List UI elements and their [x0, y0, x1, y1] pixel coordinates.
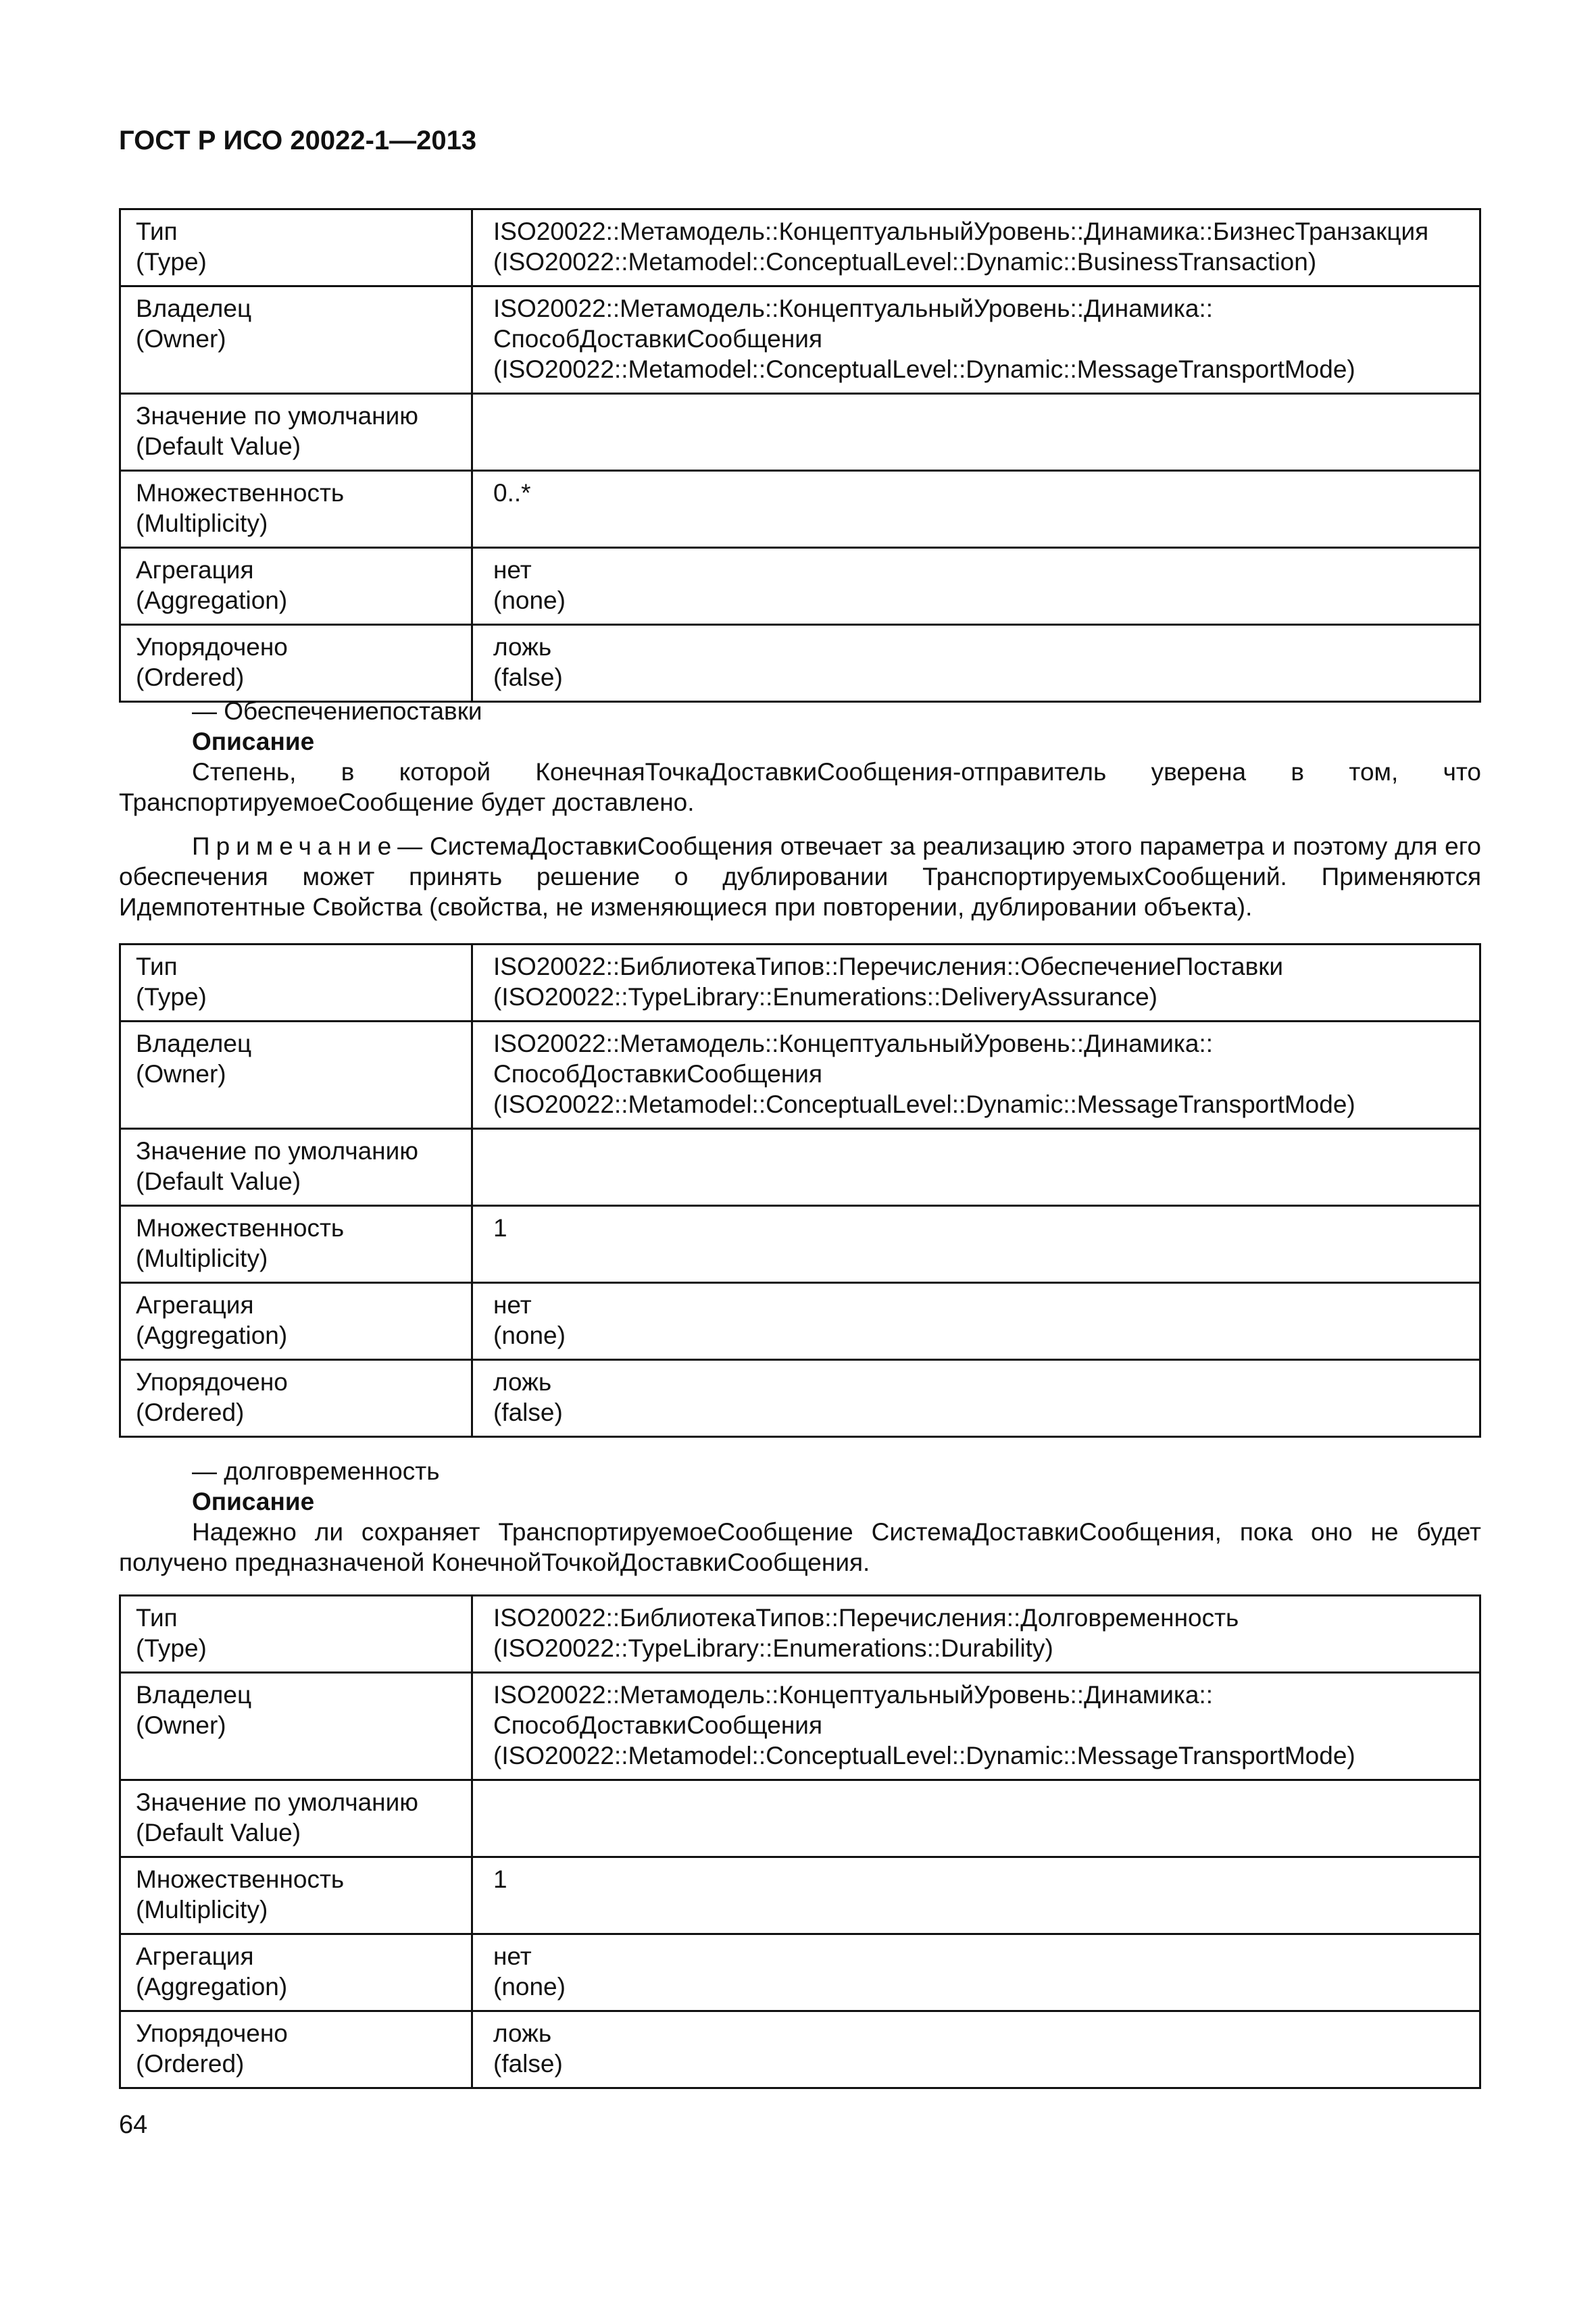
table-row	[120, 945, 1480, 1022]
attribute-name-line: (Type)	[136, 1634, 207, 1662]
table-row	[120, 471, 1480, 548]
attribute-name-line: Упорядочено	[136, 1368, 288, 1396]
attribute-name-cell	[120, 471, 472, 548]
table-row	[120, 1596, 1480, 1673]
attribute-name-cell	[120, 1360, 472, 1437]
table-row	[120, 1022, 1480, 1129]
attribute-value-line: (none)	[493, 1322, 566, 1349]
attribute-name-line: Агрегация	[136, 556, 254, 584]
attribute-value-line: (none)	[493, 586, 566, 614]
attribute-value-cell	[472, 625, 1480, 702]
attribute-value-cell	[472, 1673, 1480, 1780]
note-label: Примечание	[192, 832, 398, 860]
section-item-title: — Обеспечениепоставки	[192, 697, 482, 725]
attribute-name-line: Значение по умолчанию	[136, 402, 419, 430]
attribute-name-line: Значение по умолчанию	[136, 1137, 419, 1165]
attribute-name-line: Множественность	[136, 1214, 345, 1242]
attribute-value-cell	[472, 209, 1480, 286]
attribute-name-cell	[120, 1857, 472, 1934]
attribute-name-line: (Multiplicity)	[136, 1244, 268, 1272]
attribute-name-line: (Aggregation)	[136, 1973, 288, 2001]
attribute-value-line: ложь	[493, 2019, 552, 2047]
table-row	[120, 286, 1480, 394]
attribute-name-cell	[120, 1673, 472, 1780]
table-row	[120, 1206, 1480, 1283]
attribute-value-line: (ISO20022::Metamodel::ConceptualLevel::Dynamic::MessageTransportMode)	[493, 1742, 1355, 1769]
section-note	[119, 831, 1481, 922]
attribute-value-cell	[472, 286, 1480, 394]
attribute-value-cell	[472, 1206, 1480, 1283]
attribute-value-line: нет	[493, 556, 532, 584]
attribute-value-line: нет	[493, 1942, 532, 1970]
table-row	[120, 209, 1480, 286]
attribute-value-line: ложь	[493, 1368, 552, 1396]
table-row	[120, 1780, 1480, 1857]
attribute-value-line: (false)	[493, 1399, 563, 1426]
attribute-value-cell	[472, 1596, 1480, 1673]
attribute-value-line: (ISO20022::TypeLibrary::Enumerations::DeliveryAssurance)	[493, 983, 1157, 1011]
table-row	[120, 1129, 1480, 1206]
attribute-name-line: Агрегация	[136, 1291, 254, 1319]
attribute-name-line: Упорядочено	[136, 2019, 288, 2047]
attribute-name-line: Значение по умолчанию	[136, 1788, 419, 1816]
attribute-name-line: (Type)	[136, 248, 207, 276]
attribute-name-cell	[120, 1206, 472, 1283]
attribute-name-cell	[120, 1283, 472, 1360]
attribute-value-cell	[472, 1283, 1480, 1360]
attribute-value-line: нет	[493, 1291, 532, 1319]
attribute-name-line: (Owner)	[136, 325, 226, 353]
section-description: Степень, в которой КонечнаяТочкаДоставкиСообщения-отправитель уверена в том, что ТранспортируемоеСообщение будет доставлено.	[119, 758, 1481, 816]
attribute-name-line: (Default Value)	[136, 1819, 301, 1846]
attribute-name-line: Агрегация	[136, 1942, 254, 1970]
attribute-value-cell	[472, 1360, 1480, 1437]
attribute-table-1	[119, 208, 1481, 703]
attribute-name-line: (Aggregation)	[136, 586, 288, 614]
table-row	[120, 394, 1480, 471]
attribute-name-line: Тип	[136, 1604, 178, 1632]
attribute-value-line: 1	[493, 1865, 507, 1893]
attribute-value-cell	[472, 1022, 1480, 1129]
attribute-name-line: Владелец	[136, 295, 252, 322]
attribute-name-cell	[120, 1129, 472, 1206]
attribute-name-cell	[120, 394, 472, 471]
attribute-value-line: 0..*	[493, 479, 531, 507]
attribute-name-line: (Owner)	[136, 1060, 226, 1088]
table-row	[120, 1934, 1480, 2011]
attribute-value-line: 1	[493, 1214, 507, 1242]
attribute-name-line: (Multiplicity)	[136, 1896, 268, 1923]
attribute-value-line: ISO20022::Метамодель::КонцептуальныйУровень::Динамика::БизнесТранзакция	[493, 218, 1429, 245]
table-row	[120, 1283, 1480, 1360]
attribute-name-line: (Default Value)	[136, 432, 301, 460]
table-row	[120, 1673, 1480, 1780]
section-heading: Описание	[192, 1488, 315, 1515]
attribute-value-cell	[472, 394, 1480, 471]
attribute-name-line: (Ordered)	[136, 663, 245, 691]
attribute-value-cell	[472, 1780, 1480, 1857]
attribute-value-line: ISO20022::БиблиотекаТипов::Перечисления::ОбеспечениеПоставки	[493, 953, 1284, 980]
attribute-name-cell	[120, 2011, 472, 2088]
attribute-value-line: (ISO20022::Metamodel::ConceptualLevel::Dynamic::MessageTransportMode)	[493, 355, 1355, 383]
page-number: 64	[119, 2111, 148, 2139]
attribute-value-cell	[472, 1129, 1480, 1206]
attribute-value-cell	[472, 1934, 1480, 2011]
section-heading: Описание	[192, 728, 315, 755]
table-row	[120, 1360, 1480, 1437]
attribute-name-cell	[120, 945, 472, 1022]
attribute-value-line: (ISO20022::Metamodel::ConceptualLevel::Dynamic::BusinessTransaction)	[493, 248, 1317, 276]
attribute-value-line: ISO20022::Метамодель::КонцептуальныйУровень::Динамика::	[493, 1681, 1214, 1709]
attribute-value-line: ISO20022::Метамодель::КонцептуальныйУровень::Динамика::	[493, 1030, 1214, 1057]
attribute-value-line: СпособДоставкиСообщения	[493, 1060, 822, 1088]
attribute-name-line: Множественность	[136, 479, 345, 507]
attribute-name-cell	[120, 286, 472, 394]
attribute-name-cell	[120, 1780, 472, 1857]
section-item-title: — долговременность	[192, 1457, 440, 1485]
attribute-name-line: Упорядочено	[136, 633, 288, 661]
attribute-value-cell	[472, 471, 1480, 548]
attribute-value-line: ISO20022::БиблиотекаТипов::Перечисления::Долговременность	[493, 1604, 1239, 1632]
attribute-name-line: Множественность	[136, 1865, 345, 1893]
attribute-value-line: СпособДоставкиСообщения	[493, 325, 822, 353]
attribute-table-2	[119, 943, 1481, 1438]
attribute-value-cell	[472, 1857, 1480, 1934]
attribute-value-line: (none)	[493, 1973, 566, 2001]
attribute-name-line: (Ordered)	[136, 1399, 245, 1426]
attribute-name-line: (Multiplicity)	[136, 509, 268, 537]
attribute-value-line: ISO20022::Метамодель::КонцептуальныйУровень::Динамика::	[493, 295, 1214, 322]
attribute-value-line: (ISO20022::TypeLibrary::Enumerations::Durability)	[493, 1634, 1053, 1662]
attribute-value-cell	[472, 945, 1480, 1022]
attribute-name-line: (Ordered)	[136, 2050, 245, 2078]
section-description: Надежно ли сохраняет ТранспортируемоеСообщение СистемаДоставкиСообщения, пока оно не будет получено предназначеной КонечнойТочкойДоставкиСообщения.	[119, 1518, 1481, 1576]
attribute-name-cell	[120, 548, 472, 625]
table-row	[120, 1857, 1480, 1934]
attribute-value-line: (ISO20022::Metamodel::ConceptualLevel::Dynamic::MessageTransportMode)	[493, 1090, 1355, 1118]
attribute-name-cell	[120, 1022, 472, 1129]
document-header: ГОСТ Р ИСО 20022-1—2013	[119, 126, 477, 155]
table-row	[120, 625, 1480, 702]
attribute-name-cell	[120, 1934, 472, 2011]
attribute-name-line: Владелец	[136, 1681, 252, 1709]
attribute-name-cell	[120, 625, 472, 702]
attribute-value-cell	[472, 548, 1480, 625]
attribute-name-line: (Aggregation)	[136, 1322, 288, 1349]
attribute-value-line: (false)	[493, 663, 563, 691]
attribute-table-3	[119, 1594, 1481, 2089]
attribute-value-line: ложь	[493, 633, 552, 661]
attribute-value-line: (false)	[493, 2050, 563, 2078]
table-row	[120, 2011, 1480, 2088]
attribute-name-cell	[120, 209, 472, 286]
attribute-name-line: Тип	[136, 218, 178, 245]
attribute-name-line: (Default Value)	[136, 1167, 301, 1195]
attribute-value-line: СпособДоставкиСообщения	[493, 1711, 822, 1739]
attribute-name-cell	[120, 1596, 472, 1673]
attribute-name-line: (Type)	[136, 983, 207, 1011]
attribute-name-line: Тип	[136, 953, 178, 980]
section-delivery-assurance	[119, 696, 1481, 922]
attribute-name-line: Владелец	[136, 1030, 252, 1057]
attribute-value-cell	[472, 2011, 1480, 2088]
table-row	[120, 548, 1480, 625]
note-text: — СистемаДоставкиСообщения отвечает за реализацию этого параметра и поэтому для его обеспечения может принять решение о дублировании ТранспортируемыхСообщений. Применяются Идемпотентные Свойства (свойства, не изменяющиеся при повторении, дублировании объекта).	[119, 832, 1481, 921]
attribute-name-line: (Owner)	[136, 1711, 226, 1739]
section-durability	[119, 1456, 1481, 1578]
